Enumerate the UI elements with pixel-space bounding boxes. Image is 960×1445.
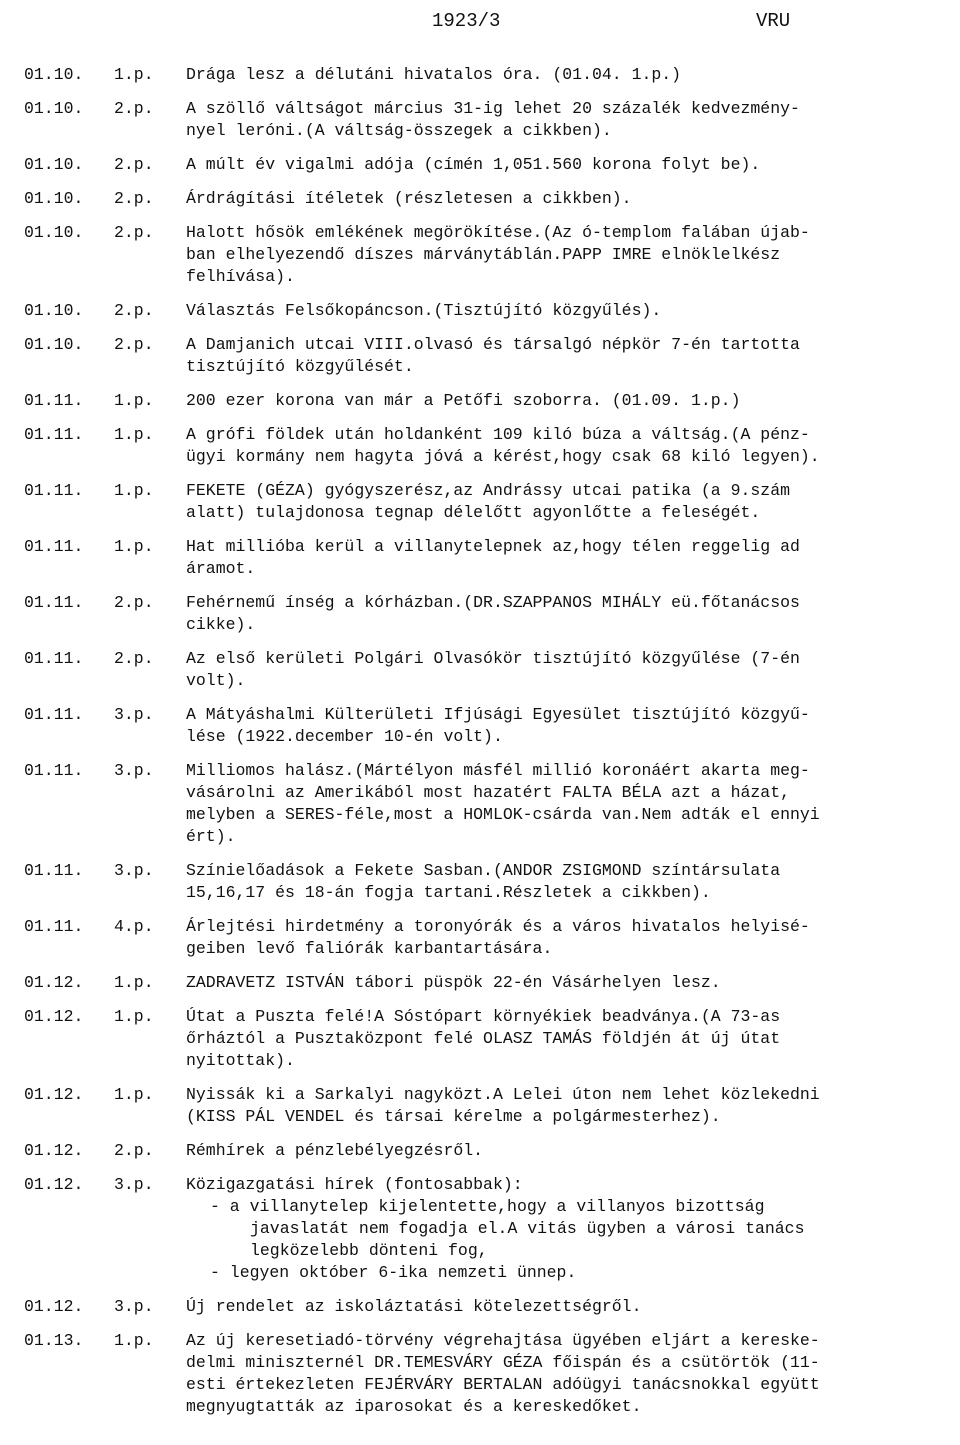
entry-page: 4.p.: [114, 917, 154, 936]
entry-date: 01.11.: [24, 917, 84, 936]
entry-page: 2.p.: [114, 649, 154, 668]
entry-date: 01.12.: [24, 1297, 84, 1316]
entry-text: [186, 300, 948, 322]
list-item: [0, 860, 960, 904]
list-item: [0, 536, 960, 580]
entry-page: 3.p.: [114, 761, 154, 780]
list-item: [0, 704, 960, 748]
entry-text-line: Nyissák ki a Sarkalyi nagyközt.A Lelei úton nem lehet közlekedni: [186, 1085, 820, 1104]
entry-text-line: ban elhelyezendő díszes márványtáblán.PAPP IMRE elnöklelkész: [186, 245, 781, 264]
entry-text: [186, 1084, 948, 1128]
entry-text-line: áramot.: [186, 559, 256, 578]
list-item: [0, 1006, 960, 1072]
entry-text-line: (KISS PÁL VENDEL és társai kérelme a polgármesterhez).: [186, 1107, 721, 1126]
entry-text: [186, 188, 948, 210]
entry-page: 1.p.: [114, 65, 154, 84]
entry-text-line: felhívása).: [186, 267, 295, 286]
entry-page: 3.p.: [114, 1297, 154, 1316]
entry-text: [186, 1330, 948, 1418]
entry-page: 1.p.: [114, 391, 154, 410]
list-item: [0, 480, 960, 524]
entry-date: 01.10.: [24, 155, 84, 174]
entry-text-line: nyitottak).: [186, 1051, 295, 1070]
entry-date: 01.11.: [24, 649, 84, 668]
entry-text: [186, 98, 948, 142]
list-item: [0, 648, 960, 692]
entry-date: 01.10.: [24, 301, 84, 320]
entry-text: [186, 1140, 948, 1162]
bullet-continuation: javaslatát nem fogadja el.A vitás ügyben a városi tanács: [250, 1219, 805, 1238]
entry-text-line: Árdrágítási ítéletek (részletesen a cikkben).: [186, 189, 632, 208]
list-item: [0, 1084, 960, 1128]
list-item: [0, 390, 960, 412]
list-item: [0, 916, 960, 960]
page-title: 1923/3: [432, 10, 501, 32]
entry-text: [186, 648, 948, 692]
entry-date: 01.12.: [24, 1007, 84, 1026]
entry-text-line: Milliomos halász.(Mártélyon másfél millió koronáért akarta meg-: [186, 761, 810, 780]
bullet-item: - a villanytelep kijelentette,hogy a villanyos bizottság: [210, 1197, 765, 1216]
entry-text: [186, 916, 948, 960]
entry-page: 3.p.: [114, 1175, 154, 1194]
entry-text-line: cikke).: [186, 615, 256, 634]
entry-page: 1.p.: [114, 481, 154, 500]
entry-text: [186, 424, 948, 468]
entry-text-line: Fehérnemű ínség a kórházban.(DR.SZAPPANOS MIHÁLY eü.főtanácsos: [186, 593, 800, 612]
entry-page: 1.p.: [114, 1331, 154, 1350]
list-item: [0, 1296, 960, 1318]
entry-page: 2.p.: [114, 99, 154, 118]
entry-text-line: A szöllő váltságot március 31-ig lehet 20 százalék kedvezmény-: [186, 99, 800, 118]
entry-date: 01.11.: [24, 481, 84, 500]
entry-date: 01.12.: [24, 1085, 84, 1104]
entry-date: 01.11.: [24, 593, 84, 612]
entry-text-line: A grófi földek után holdanként 109 kiló búza a váltság.(A pénz-: [186, 425, 810, 444]
entry-text-line: volt).: [186, 671, 246, 690]
list-item: [0, 222, 960, 288]
entry-text: [186, 704, 948, 748]
entry-text-line: A múlt év vigalmi adója (címén 1,051.560 korona folyt be).: [186, 155, 761, 174]
entry-date: 01.11.: [24, 705, 84, 724]
entry-text-line: Az új keresetiadó-törvény végrehajtása ügyében eljárt a kereske-: [186, 1331, 820, 1350]
entry-text: [186, 154, 948, 176]
bullet-item: - legyen október 6-ika nemzeti ünnep.: [210, 1263, 577, 1282]
list-item: [0, 1330, 960, 1418]
list-item: [0, 300, 960, 322]
entry-date: 01.12.: [24, 973, 84, 992]
list-item: [0, 188, 960, 210]
entry-text: [186, 1174, 948, 1284]
entry-text: [186, 760, 948, 848]
entry-text: [186, 390, 948, 412]
entry-text-line: tisztújító közgyűlését.: [186, 357, 414, 376]
entry-text-line: Közigazgatási hírek (fontosabbak):: [186, 1175, 523, 1194]
list-item: [0, 334, 960, 378]
entry-text-line: esti értekezleten FEJÉRVÁRY BERTALAN adóügyi tanácsnokkal együtt: [186, 1375, 820, 1394]
entry-text-line: delmi miniszternél DR.TEMESVÁRY GÉZA főispán és a csütörtök (11-: [186, 1353, 820, 1372]
list-item: [0, 154, 960, 176]
entry-page: 3.p.: [114, 705, 154, 724]
entry-text-line: lése (1922.december 10-én volt).: [186, 727, 503, 746]
entry-date: 01.10.: [24, 65, 84, 84]
entry-date: 01.11.: [24, 391, 84, 410]
entry-text-line: őrháztól a Pusztaközpont felé OLASZ TAMÁS földjén át új útat: [186, 1029, 781, 1048]
list-item: [0, 1140, 960, 1162]
entry-date: 01.11.: [24, 761, 84, 780]
entry-text-line: Színielőadások a Fekete Sasban.(ANDOR ZSIGMOND színtársulata: [186, 861, 781, 880]
entry-text-line: vásárolni az Amerikából most hazatért FALTA BÉLA azt a házat,: [186, 783, 790, 802]
entry-date: 01.10.: [24, 99, 84, 118]
entry-text-line: Rémhírek a pénzlebélyegzésről.: [186, 1141, 484, 1160]
entry-page: 2.p.: [114, 1141, 154, 1160]
list-item: [0, 760, 960, 848]
entry-text: [186, 480, 948, 524]
entry-text: [186, 536, 948, 580]
page-header: [0, 10, 960, 50]
entry-date: 01.11.: [24, 425, 84, 444]
entry-text-line: 200 ezer korona van már a Petőfi szoborra. (01.09. 1.p.): [186, 391, 741, 410]
entry-page: 2.p.: [114, 301, 154, 320]
entry-text: [186, 972, 948, 994]
entry-text: [186, 592, 948, 636]
entry-text-line: ügyi kormány nem hagyta jóvá a kérést,hogy csak 68 kiló legyen).: [186, 447, 820, 466]
entry-page: 2.p.: [114, 335, 154, 354]
entry-page: 1.p.: [114, 537, 154, 556]
entry-list: [0, 64, 960, 1430]
entry-date: 01.12.: [24, 1175, 84, 1194]
entry-text-line: A Mátyáshalmi Külterületi Ifjúsági Egyesület tisztújító közgyű-: [186, 705, 810, 724]
entry-text-line: melyben a SERES-féle,most a HOMLOK-csárda van.Nem adták el ennyi: [186, 805, 820, 824]
list-item: [0, 64, 960, 86]
bullet-continuation: legközelebb dönteni fog,: [250, 1241, 488, 1260]
entry-text-line: A Damjanich utcai VIII.olvasó és társalgó népkör 7-én tartotta: [186, 335, 800, 354]
entry-page: 2.p.: [114, 593, 154, 612]
entry-page: 1.p.: [114, 973, 154, 992]
entry-text: [186, 860, 948, 904]
entry-text: [186, 64, 948, 86]
entry-text-line: alatt) tulajdonosa tegnap délelőtt agyonlőtte a feleségét.: [186, 503, 761, 522]
entry-text: [186, 222, 948, 288]
entry-text-line: Árlejtési hirdetmény a toronyórák és a város hivatalos helyisé-: [186, 917, 810, 936]
entry-page: 1.p.: [114, 425, 154, 444]
entry-text-line: Hat millióba kerül a villanytelepnek az,hogy télen reggelig ad: [186, 537, 800, 556]
entry-text: [186, 1006, 948, 1072]
entry-date: 01.13.: [24, 1331, 84, 1350]
entry-text-line: nyel leróni.(A váltság-összegek a cikkben).: [186, 121, 612, 140]
list-item: [0, 1174, 960, 1284]
entry-page: 2.p.: [114, 223, 154, 242]
archive-code: VRU: [756, 10, 791, 32]
entry-text-line: FEKETE (GÉZA) gyógyszerész,az Andrássy utcai patika (a 9.szám: [186, 481, 790, 500]
entry-text-line: geiben levő faliórák karbantartására.: [186, 939, 553, 958]
entry-date: 01.11.: [24, 861, 84, 880]
entry-text-line: Az első kerületi Polgári Olvasókör tisztújító közgyűlése (7-én: [186, 649, 800, 668]
list-item: [0, 972, 960, 994]
entry-page: 1.p.: [114, 1007, 154, 1026]
entry-text: [186, 1296, 948, 1318]
list-item: [0, 592, 960, 636]
entry-page: 1.p.: [114, 1085, 154, 1104]
entry-page: 2.p.: [114, 155, 154, 174]
entry-date: 01.10.: [24, 223, 84, 242]
entry-text-line: megnyugtatták az iparosokat és a kereskedőket.: [186, 1397, 642, 1416]
entry-text-line: ZADRAVETZ ISTVÁN tábori püspök 22-én Vásárhelyen lesz.: [186, 973, 721, 992]
entry-date: 01.12.: [24, 1141, 84, 1160]
entry-date: 01.11.: [24, 537, 84, 556]
entry-date: 01.10.: [24, 189, 84, 208]
entry-page: 2.p.: [114, 189, 154, 208]
entry-text-line: Drága lesz a délutáni hivatalos óra. (01.04. 1.p.): [186, 65, 682, 84]
list-item: [0, 98, 960, 142]
entry-text: [186, 334, 948, 378]
entry-text-line: ért).: [186, 827, 236, 846]
entry-text-line: Választás Felsőkopáncson.(Tisztújító közgyűlés).: [186, 301, 662, 320]
entry-text-line: Útat a Puszta felé!A Sóstópart környékiek beadványa.(A 73-as: [186, 1007, 781, 1026]
list-item: [0, 424, 960, 468]
entry-page: 3.p.: [114, 861, 154, 880]
entry-text-line: Új rendelet az iskoláztatási kötelezettségről.: [186, 1297, 642, 1316]
entry-text-line: Halott hősök emlékének megörökítése.(Az ó-templom falában újab-: [186, 223, 810, 242]
entry-text-line: 15,16,17 és 18-án fogja tartani.Részletek a cikkben).: [186, 883, 711, 902]
entry-date: 01.10.: [24, 335, 84, 354]
